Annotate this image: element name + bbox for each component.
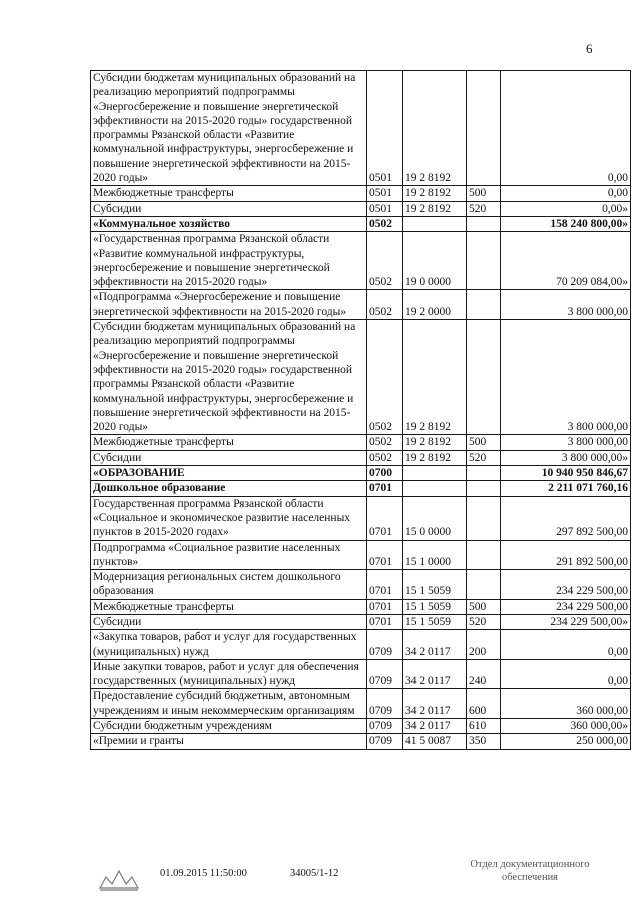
row-section-code: 0701 bbox=[367, 496, 403, 540]
row-article-code: 19 2 8192 bbox=[403, 186, 467, 201]
row-expense-type: 240 bbox=[467, 659, 501, 689]
row-section-code: 0709 bbox=[367, 630, 403, 660]
row-amount: 0,00 bbox=[501, 71, 631, 186]
row-article-code bbox=[403, 466, 467, 481]
row-expense-type bbox=[467, 320, 501, 435]
row-amount: 360 000,00 bbox=[501, 689, 631, 719]
row-expense-type: 520 bbox=[467, 201, 501, 216]
footer-document-number: 34005/1-12 bbox=[290, 868, 339, 879]
table-row bbox=[91, 186, 631, 201]
row-name-cell: Субсидии бюджетам муниципальных образований на реализацию мероприятий подпрограммы «Энергосбережение и повышение энергетической эффективности на 2015-2020 годы» государственной программы Рязанской области «Развитие коммунальной инфраструктуры, энергосбережение и повышение энергетической эффективности на 2015-2020 годы» bbox=[91, 71, 367, 186]
row-article-code: 41 5 0087 bbox=[403, 734, 467, 749]
row-article-code: 15 0 0000 bbox=[403, 496, 467, 540]
row-amount: 0,00» bbox=[501, 201, 631, 216]
row-amount: 158 240 800,00» bbox=[501, 216, 631, 231]
row-name-cell: Субсидии бюджетам муниципальных образований на реализацию мероприятий подпрограммы «Энергосбережение и повышение энергетической эффективности на 2015-2020 годы» государственной программы Рязанской области «Развитие коммунальной инфраструктуры, энергосбережение и повышение энергетической эффективности на 2015-2020 годы» bbox=[91, 320, 367, 435]
row-name-cell: «Подпрограмма «Энергосбережение и повышение энергетической эффективности на 2015-2020 годы» bbox=[91, 290, 367, 320]
row-name-cell: Модернизация региональных систем дошкольного образования bbox=[91, 570, 367, 600]
row-amount: 0,00 bbox=[501, 630, 631, 660]
row-expense-type: 500 bbox=[467, 186, 501, 201]
row-amount: 70 209 084,00» bbox=[501, 232, 631, 290]
row-name-cell: Подпрограмма «Социальное развитие населенных пунктов» bbox=[91, 540, 367, 570]
row-name-cell: Предоставление субсидий бюджетным, автономным учреждениям и иным некоммерческим организациям bbox=[91, 689, 367, 719]
row-section-code: 0701 bbox=[367, 540, 403, 570]
row-name-cell: Межбюджетные трансферты bbox=[91, 435, 367, 450]
row-article-code: 34 2 0117 bbox=[403, 689, 467, 719]
row-section-code: 0701 bbox=[367, 570, 403, 600]
table-row bbox=[91, 570, 631, 600]
row-section-code: 0501 bbox=[367, 71, 403, 186]
row-amount: 2 211 071 760,16 bbox=[501, 481, 631, 496]
row-section-code: 0701 bbox=[367, 599, 403, 614]
row-amount: 291 892 500,00 bbox=[501, 540, 631, 570]
row-expense-type: 350 bbox=[467, 734, 501, 749]
table-row bbox=[91, 216, 631, 231]
table-row bbox=[91, 435, 631, 450]
table-row bbox=[91, 466, 631, 481]
row-expense-type bbox=[467, 466, 501, 481]
row-name-cell: «Коммунальное хозяйство bbox=[91, 216, 367, 231]
row-expense-type bbox=[467, 216, 501, 231]
row-section-code: 0502 bbox=[367, 216, 403, 231]
row-amount: 360 000,00» bbox=[501, 719, 631, 734]
row-name-cell: Межбюджетные трансферты bbox=[91, 186, 367, 201]
footer-department-line1: Отдел документационного bbox=[470, 859, 590, 870]
row-section-code: 0502 bbox=[367, 435, 403, 450]
table-row bbox=[91, 734, 631, 749]
row-expense-type bbox=[467, 496, 501, 540]
row-article-code: 15 1 5059 bbox=[403, 599, 467, 614]
budget-table-body bbox=[91, 71, 631, 750]
row-expense-type: 520 bbox=[467, 614, 501, 629]
row-name-cell: Субсидии bbox=[91, 450, 367, 465]
row-article-code: 19 0 0000 bbox=[403, 232, 467, 290]
row-name-cell: «Премии и гранты bbox=[91, 734, 367, 749]
row-amount: 234 229 500,00 bbox=[501, 599, 631, 614]
row-name-cell: «Закупка товаров, работ и услуг для государственных (муниципальных) нужд bbox=[91, 630, 367, 660]
row-expense-type bbox=[467, 290, 501, 320]
table-row bbox=[91, 659, 631, 689]
budget-table bbox=[90, 70, 631, 750]
row-name-cell: Субсидии bbox=[91, 614, 367, 629]
row-expense-type bbox=[467, 570, 501, 600]
row-article-code: 15 1 5059 bbox=[403, 614, 467, 629]
row-section-code: 0501 bbox=[367, 201, 403, 216]
row-expense-type bbox=[467, 481, 501, 496]
table-row bbox=[91, 599, 631, 614]
row-expense-type: 610 bbox=[467, 719, 501, 734]
row-amount: 250 000,00 bbox=[501, 734, 631, 749]
table-row bbox=[91, 232, 631, 290]
row-expense-type bbox=[467, 232, 501, 290]
row-amount: 3 800 000,00 bbox=[501, 290, 631, 320]
row-section-code: 0502 bbox=[367, 320, 403, 435]
row-article-code: 19 2 8192 bbox=[403, 71, 467, 186]
row-article-code bbox=[403, 216, 467, 231]
row-section-code: 0709 bbox=[367, 689, 403, 719]
row-amount: 10 940 950 846,67 bbox=[501, 466, 631, 481]
table-row bbox=[91, 540, 631, 570]
row-name-cell: Дошкольное образование bbox=[91, 481, 367, 496]
row-expense-type: 600 bbox=[467, 689, 501, 719]
row-expense-type bbox=[467, 71, 501, 186]
row-section-code: 0501 bbox=[367, 186, 403, 201]
table-row bbox=[91, 71, 631, 186]
row-expense-type: 500 bbox=[467, 599, 501, 614]
row-amount: 297 892 500,00 bbox=[501, 496, 631, 540]
row-article-code: 19 2 8192 bbox=[403, 201, 467, 216]
row-amount: 3 800 000,00 bbox=[501, 320, 631, 435]
row-amount: 3 800 000,00» bbox=[501, 450, 631, 465]
row-expense-type: 500 bbox=[467, 435, 501, 450]
row-section-code: 0502 bbox=[367, 290, 403, 320]
row-article-code: 19 2 0000 bbox=[403, 290, 467, 320]
row-expense-type bbox=[467, 540, 501, 570]
row-amount: 0,00 bbox=[501, 659, 631, 689]
row-article-code: 19 2 8192 bbox=[403, 320, 467, 435]
row-expense-type: 200 bbox=[467, 630, 501, 660]
row-article-code bbox=[403, 481, 467, 496]
row-name-cell: «ОБРАЗОВАНИЕ bbox=[91, 466, 367, 481]
row-name-cell: «Государственная программа Рязанской области «Развитие коммунальной инфраструктуры, энергосбережение и повышение энергетической эффективности на 2015-2020 годы» bbox=[91, 232, 367, 290]
row-article-code: 34 2 0117 bbox=[403, 659, 467, 689]
table-row bbox=[91, 496, 631, 540]
page-number: 6 bbox=[586, 41, 593, 56]
table-row bbox=[91, 481, 631, 496]
footer-department-line2: обеспечения bbox=[501, 872, 559, 883]
row-article-code: 15 1 0000 bbox=[403, 540, 467, 570]
table-row bbox=[91, 450, 631, 465]
row-article-code: 19 2 8192 bbox=[403, 450, 467, 465]
row-article-code: 34 2 0117 bbox=[403, 630, 467, 660]
footer-department bbox=[450, 858, 610, 884]
table-row bbox=[91, 320, 631, 435]
row-amount: 234 229 500,00 bbox=[501, 570, 631, 600]
row-name-cell: Субсидии bbox=[91, 201, 367, 216]
row-expense-type: 520 bbox=[467, 450, 501, 465]
row-amount: 0,00 bbox=[501, 186, 631, 201]
row-section-code: 0709 bbox=[367, 734, 403, 749]
row-name-cell: Межбюджетные трансферты bbox=[91, 599, 367, 614]
row-section-code: 0701 bbox=[367, 614, 403, 629]
row-article-code: 15 1 5059 bbox=[403, 570, 467, 600]
footer-datetime: 01.09.2015 11:50:00 bbox=[160, 868, 247, 879]
row-amount: 3 800 000,00 bbox=[501, 435, 631, 450]
row-name-cell: Государственная программа Рязанской области «Социальное и экономическое развитие населенных пунктов в 2015-2020 годах» bbox=[91, 496, 367, 540]
stamp-emblem bbox=[96, 866, 142, 897]
table-row bbox=[91, 290, 631, 320]
table-row bbox=[91, 614, 631, 629]
row-name-cell: Иные закупки товаров, работ и услуг для обеспечения государственных (муниципальных) нужд bbox=[91, 659, 367, 689]
row-section-code: 0709 bbox=[367, 719, 403, 734]
row-section-code: 0709 bbox=[367, 659, 403, 689]
row-section-code: 0701 bbox=[367, 481, 403, 496]
row-section-code: 0502 bbox=[367, 450, 403, 465]
row-article-code: 19 2 8192 bbox=[403, 435, 467, 450]
table-row bbox=[91, 201, 631, 216]
table-row bbox=[91, 630, 631, 660]
table-row bbox=[91, 689, 631, 719]
row-amount: 234 229 500,00» bbox=[501, 614, 631, 629]
row-name-cell: Субсидии бюджетным учреждениям bbox=[91, 719, 367, 734]
row-section-code: 0502 bbox=[367, 232, 403, 290]
table-row bbox=[91, 719, 631, 734]
row-article-code: 34 2 0117 bbox=[403, 719, 467, 734]
row-section-code: 0700 bbox=[367, 466, 403, 481]
